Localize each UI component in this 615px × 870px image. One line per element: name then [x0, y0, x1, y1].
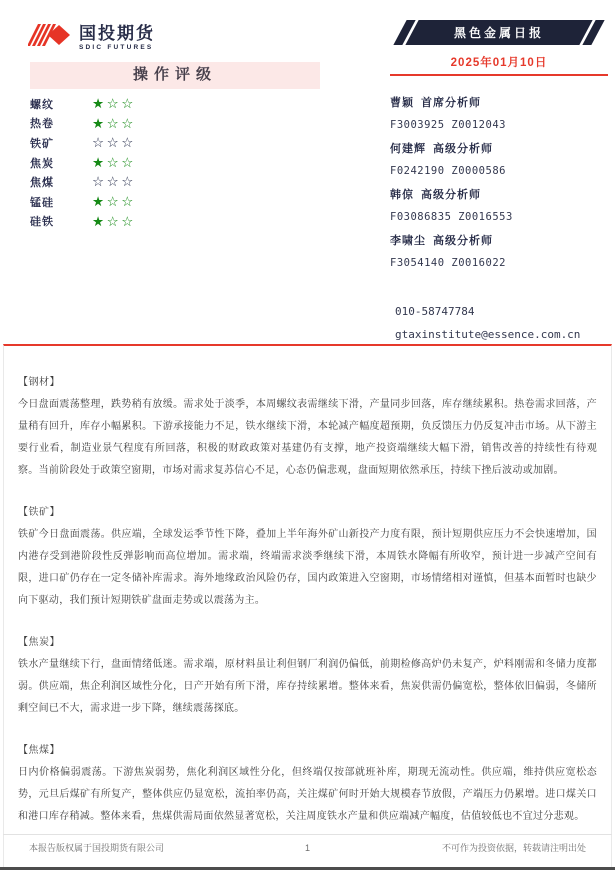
analyst-job-title: 高级分析师	[421, 188, 481, 201]
analyst-codes: F03086835 Z0016553	[390, 210, 513, 223]
report-body	[3, 344, 612, 868]
star-rating: ★☆☆	[92, 194, 136, 210]
report-date: 2025年01月10日	[390, 54, 608, 76]
section-body: 日内价格偏弱震荡。下游焦炭弱势，焦化利润区域性分化，但终端仅按部就班补库，期现无流动性。供应端，维持供应宽松态势，元旦后煤矿有所复产，整体供应仍显宽松，流拍率仍高，关注煤矿何时开始大规模春节放假，产端压力仍累增。进口煤关口和港口库存稍减。整体来看，焦煤供需局面依然显著宽松，关注周度铁水产量和供应端减产幅度，估值较低也不宜过分悲观。	[18, 767, 597, 822]
star-rating: ☆☆☆	[92, 135, 136, 151]
analyst-name-line	[390, 136, 610, 159]
analyst-name: 李啸尘	[390, 234, 426, 247]
section-coking-coal	[18, 740, 597, 828]
analyst-codes-line	[390, 205, 610, 228]
commodity-name: 焦煤	[30, 177, 54, 190]
rating-row	[30, 114, 320, 134]
report-header	[390, 20, 608, 76]
report-title: 黑色金属日报	[453, 26, 544, 40]
rating-row	[30, 192, 320, 212]
star-rating: ★☆☆	[92, 96, 136, 112]
company-logo	[28, 22, 155, 54]
logo-mark-icon	[28, 22, 72, 54]
section-heading: 【钢材】	[18, 377, 60, 388]
rating-row	[30, 212, 320, 232]
section-iron-ore	[18, 502, 597, 612]
analysts-panel	[390, 90, 610, 274]
commodity-name: 热卷	[30, 118, 54, 131]
analyst-job-title: 高级分析师	[433, 142, 493, 155]
page-footer	[3, 834, 612, 860]
footer-page-number: 1	[305, 842, 311, 853]
commodity-name: 铁矿	[30, 137, 54, 150]
star-rating: ☆☆☆	[92, 174, 136, 190]
report-title-banner	[393, 20, 604, 45]
ratings-panel-title: 操作评级	[30, 62, 320, 89]
section-body: 铁水产量继续下行，盘面情绪低迷。需求端，原材料虽让利但钢厂利润仍偏低，前期检修高炉仍未复产，炉料刚需和冬储力度都弱。供应端，焦企利润区域性分化，日产开始有所下滑，库存持续累增。整体来看，焦炭供需仍偏宽松，整体依旧偏弱，冬储所剩空间已不大，需求进一步下降，继续震荡探底。	[18, 659, 597, 714]
analyst-name: 曹颖	[390, 96, 414, 109]
analyst-codes: F3054140 Z0016022	[390, 256, 506, 269]
analyst-name: 韩倞	[390, 188, 414, 201]
brand-text	[79, 25, 155, 52]
analyst-name-line	[390, 228, 610, 251]
analyst-codes: F0242190 Z0000586	[390, 164, 506, 177]
brand-name-en: SDIC FUTURES	[79, 43, 154, 51]
section-coke	[18, 632, 597, 720]
commodity-name: 螺纹	[30, 98, 54, 111]
commodity-name: 硅铁	[30, 216, 54, 229]
analyst-codes-line	[390, 159, 610, 182]
analyst-name-line	[390, 182, 610, 205]
commodity-name: 焦炭	[30, 157, 54, 170]
analyst-name: 何建辉	[390, 142, 426, 155]
star-rating: ★☆☆	[92, 154, 136, 170]
analyst-job-title: 首席分析师	[421, 96, 481, 109]
section-heading: 【焦煤】	[18, 745, 60, 756]
contact-block	[395, 300, 613, 346]
analyst-codes-line	[390, 113, 610, 136]
footer-disclaimer: 不可作为投资依据，转载请注明出处	[442, 843, 587, 853]
commodity-name: 锰硅	[30, 196, 54, 209]
footer-copyright: 本报告版权属于国投期货有限公司	[29, 843, 165, 853]
contact-phone: 010-58747784	[395, 305, 475, 318]
rating-row	[30, 133, 320, 153]
section-heading: 【铁矿】	[18, 507, 60, 518]
ratings-list	[30, 94, 320, 231]
contact-email[interactable]: gtaxinstitute@essence.com.cn	[395, 328, 581, 341]
section-body: 铁矿今日盘面震荡。供应端，全球发运季节性下降，叠加上半年海外矿山新投产力度有限，预计短期供应压力不会快速增加，国内港存受到港阶段性反弹影响而高位增加。需求端，终端需求淡季继续下滑，本周铁水降幅有所收窄，预计进一步减产空间有限，进口矿仍存在一定冬储补库需求。海外地缘政治风险仍存，国内政策进入空窗期，市场情绪相对谨慎，但基本面暂时也缺少向下驱动，我们预计短期铁矿盘面走势或以震荡为主。	[18, 529, 597, 606]
analyst-codes-line	[390, 251, 610, 274]
rating-row	[30, 94, 320, 114]
brand-name-cn: 国投期货	[79, 23, 155, 43]
analyst-job-title: 高级分析师	[433, 234, 493, 247]
section-steel	[18, 372, 597, 482]
rating-row	[30, 172, 320, 192]
analyst-codes: F3003925 Z0012043	[390, 118, 506, 131]
star-rating: ★☆☆	[92, 115, 136, 131]
analyst-name-line	[390, 90, 610, 113]
section-body: 今日盘面震荡整理，跌势稍有放缓。需求处于淡季，本周螺纹表需继续下滑，产量同步回落，库存继续累积。热卷需求回落，产量稍有回升，库存小幅累积。下游承接能力不足，铁水继续下滑，本轮减产幅度超预期，负反馈压力仍反复冲击市场。从下游主要行业看，制造业景气程度有所回落，积极的财政政策对基建仍有支撑，地产投资端继续大幅下滑，销售改善的持续性有待观察。当前阶段处于政策空窗期，市场对需求复苏信心不足，心态仍偏悲观，盘面短期依然承压，持续下挫后波动或加剧。	[18, 399, 597, 476]
rating-row	[30, 153, 320, 173]
section-heading: 【焦炭】	[18, 637, 60, 648]
star-rating: ★☆☆	[92, 213, 136, 229]
